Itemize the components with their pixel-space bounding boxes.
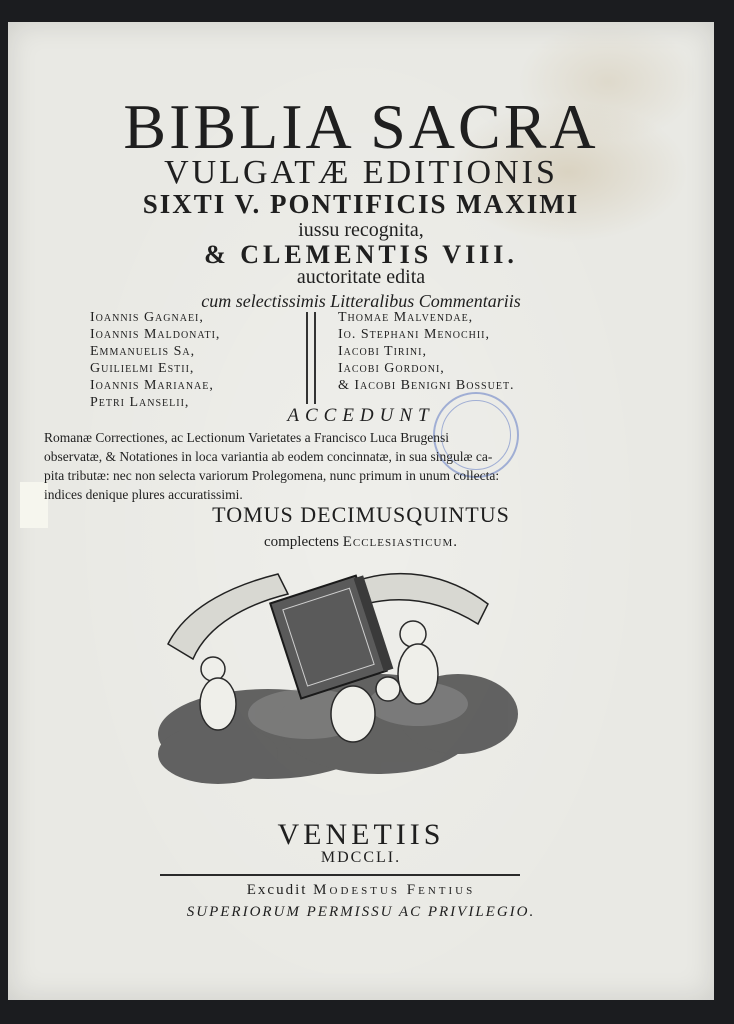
subtitle-line-6: auctoritate edita <box>296 266 426 288</box>
printer-name: Modestus Fentius <box>313 882 476 898</box>
commentators-right <box>338 309 515 394</box>
paragraph-line: indices denique plures accuratissimi. <box>44 487 243 502</box>
paragraph-line: Romanæ Correctiones, ac Lectionum Varietates a Francisco Luca Brugensi <box>44 430 449 445</box>
commentator: Iacobi Gordoni, <box>338 361 445 376</box>
commentator: & Iacobi Benigni Bossuet. <box>338 378 515 393</box>
column-rule <box>314 312 316 404</box>
accedunt-heading: ACCEDUNT <box>287 405 435 426</box>
volume-title: TOMUS DECIMUSQUINTUS <box>212 502 510 527</box>
imprint-place: VENETIIS <box>277 818 445 851</box>
commentators-left <box>90 309 220 411</box>
commentator: Thomae Malvendae, <box>338 310 474 325</box>
commentator: Ioannis Gagnaei, <box>90 310 204 325</box>
commentator: Iacobi Tirini, <box>338 344 427 359</box>
imprint-year: MDCCLI. <box>320 849 402 866</box>
column-rule <box>306 312 308 404</box>
commentator: Io. Stephani Menochii, <box>338 327 490 342</box>
book-name: Ecclesiasticum. <box>342 534 459 550</box>
permission-line: SUPERIORUM PERMISSU AC PRIVILEGIO. <box>186 904 536 920</box>
imprint-rule <box>160 874 520 876</box>
subtitle-line-2: VULGATÆ EDITIONIS <box>164 154 558 191</box>
commentator: Petri Lanselii, <box>90 395 190 410</box>
book-title: BIBLIA SACRA <box>123 91 599 162</box>
excudit-word: Excudit <box>246 882 308 898</box>
subtitle-line-7: cum selectissimis Litteralibus Commentariis <box>201 291 521 311</box>
subtitle-line-5: & CLEMENTIS VIII. <box>204 240 518 269</box>
volume-contents <box>8 532 714 552</box>
printers-vignette <box>148 564 528 804</box>
commentator: Ioannis Marianae, <box>90 378 214 393</box>
paragraph-line: pita tributæ: nec non selecta variorum Prolegomena, nunc primum in unum collecta: <box>44 468 500 483</box>
printer-line <box>8 880 714 900</box>
commentator: Ioannis Maldonati, <box>90 327 221 342</box>
commentator: Emmanuelis Sa, <box>90 344 196 359</box>
subtitle-line-3: SIXTI V. PONTIFICIS MAXIMI <box>142 189 580 219</box>
complectens-word: complectens <box>263 534 339 550</box>
title-page <box>8 22 714 1000</box>
contents-paragraph <box>44 428 604 504</box>
subtitle-line-4: iussu recognita, <box>298 219 424 241</box>
commentator: Guilielmi Estii, <box>90 361 195 376</box>
paragraph-line: observatæ, & Notationes in loca variantia ab eodem concinnatæ, in sua singulæ ca- <box>44 449 493 464</box>
